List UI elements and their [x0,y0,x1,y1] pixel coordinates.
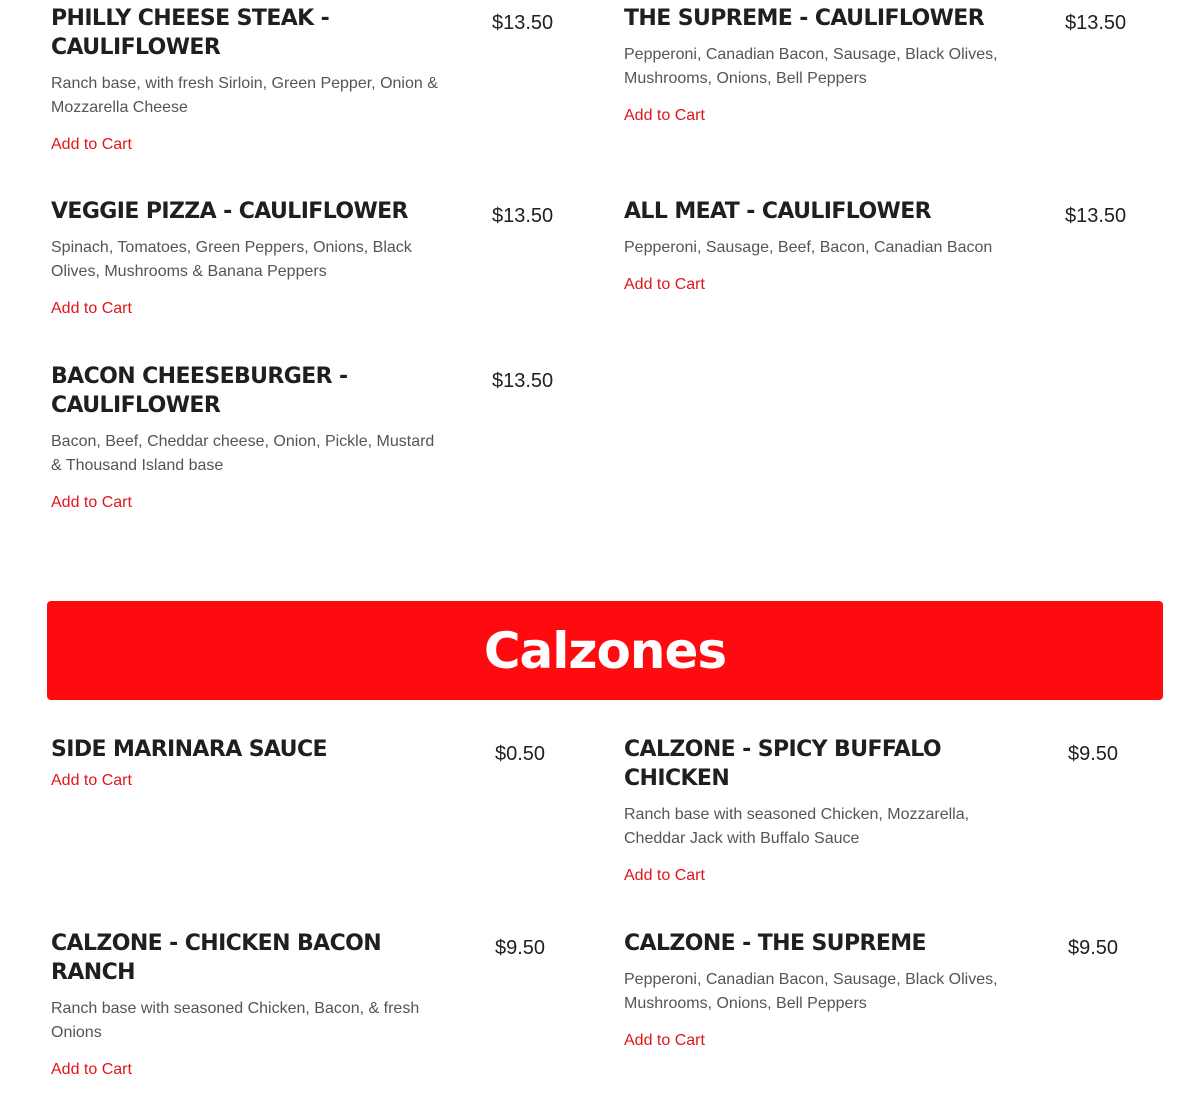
section-title: Calzones [483,621,727,680]
section-banner-calzones [47,601,1163,700]
menu-item [51,735,561,790]
menu-item [624,197,1134,294]
menu-item [51,4,561,154]
item-price: $9.50 [495,937,546,959]
add-to-cart-button[interactable]: Add to Cart [624,107,705,124]
item-price: $0.50 [495,743,546,765]
item-name: CALZONE - SPICY BUFFALO CHICKEN [624,737,941,791]
item-name: SIDE MARINARA SAUCE [51,737,327,762]
item-description: Spinach, Tomatoes, Green Peppers, Onions, Black Olives, Mushrooms & Banana Peppers [51,239,412,280]
item-description: Pepperoni, Canadian Bacon, Sausage, Black Olives, Mushrooms, Onions, Bell Peppers [624,46,998,87]
item-price: $13.50 [492,12,554,34]
item-description: Ranch base with seasoned Chicken, Mozzarella, Cheddar Jack with Buffalo Sauce [624,806,970,847]
item-price: $13.50 [492,370,554,392]
add-to-cart-button[interactable]: Add to Cart [624,276,705,293]
item-description: Ranch base, with fresh Sirloin, Green Pepper, Onion & Mozzarella Cheese [51,75,438,116]
item-name: VEGGIE PIZZA - CAULIFLOWER [51,199,408,224]
add-to-cart-button[interactable]: Add to Cart [51,772,132,789]
menu-item [624,929,1134,1050]
item-price: $13.50 [1065,12,1127,34]
item-name: THE SUPREME - CAULIFLOWER [624,6,985,31]
item-price: $13.50 [1065,205,1127,227]
item-description: Pepperoni, Sausage, Beef, Bacon, Canadian Bacon [624,239,993,256]
item-name: BACON CHEESEBURGER - CAULIFLOWER [51,364,348,418]
item-description: Ranch base with seasoned Chicken, Bacon, & fresh Onions [51,1000,420,1041]
item-description: Pepperoni, Canadian Bacon, Sausage, Black Olives, Mushrooms, Onions, Bell Peppers [624,971,998,1012]
item-name: CALZONE - THE SUPREME [624,931,926,956]
item-name: PHILLY CHEESE STEAK - CAULIFLOWER [51,6,330,60]
menu-item [624,4,1134,125]
item-name: CALZONE - CHICKEN BACON RANCH [51,931,382,985]
item-price: $13.50 [492,205,554,227]
add-to-cart-button[interactable]: Add to Cart [51,494,132,511]
add-to-cart-button[interactable]: Add to Cart [51,136,132,153]
menu-item [51,929,561,1079]
add-to-cart-button[interactable]: Add to Cart [51,1061,132,1078]
menu-item [624,735,1134,885]
add-to-cart-button[interactable]: Add to Cart [51,300,132,317]
menu-item [51,197,561,318]
item-price: $9.50 [1068,743,1119,765]
add-to-cart-button[interactable]: Add to Cart [624,867,705,884]
item-name: ALL MEAT - CAULIFLOWER [624,199,931,224]
item-description: Bacon, Beef, Cheddar cheese, Onion, Pickle, Mustard & Thousand Island base [51,433,435,474]
add-to-cart-button[interactable]: Add to Cart [624,1032,705,1049]
menu-item [51,362,561,512]
item-price: $9.50 [1068,937,1119,959]
